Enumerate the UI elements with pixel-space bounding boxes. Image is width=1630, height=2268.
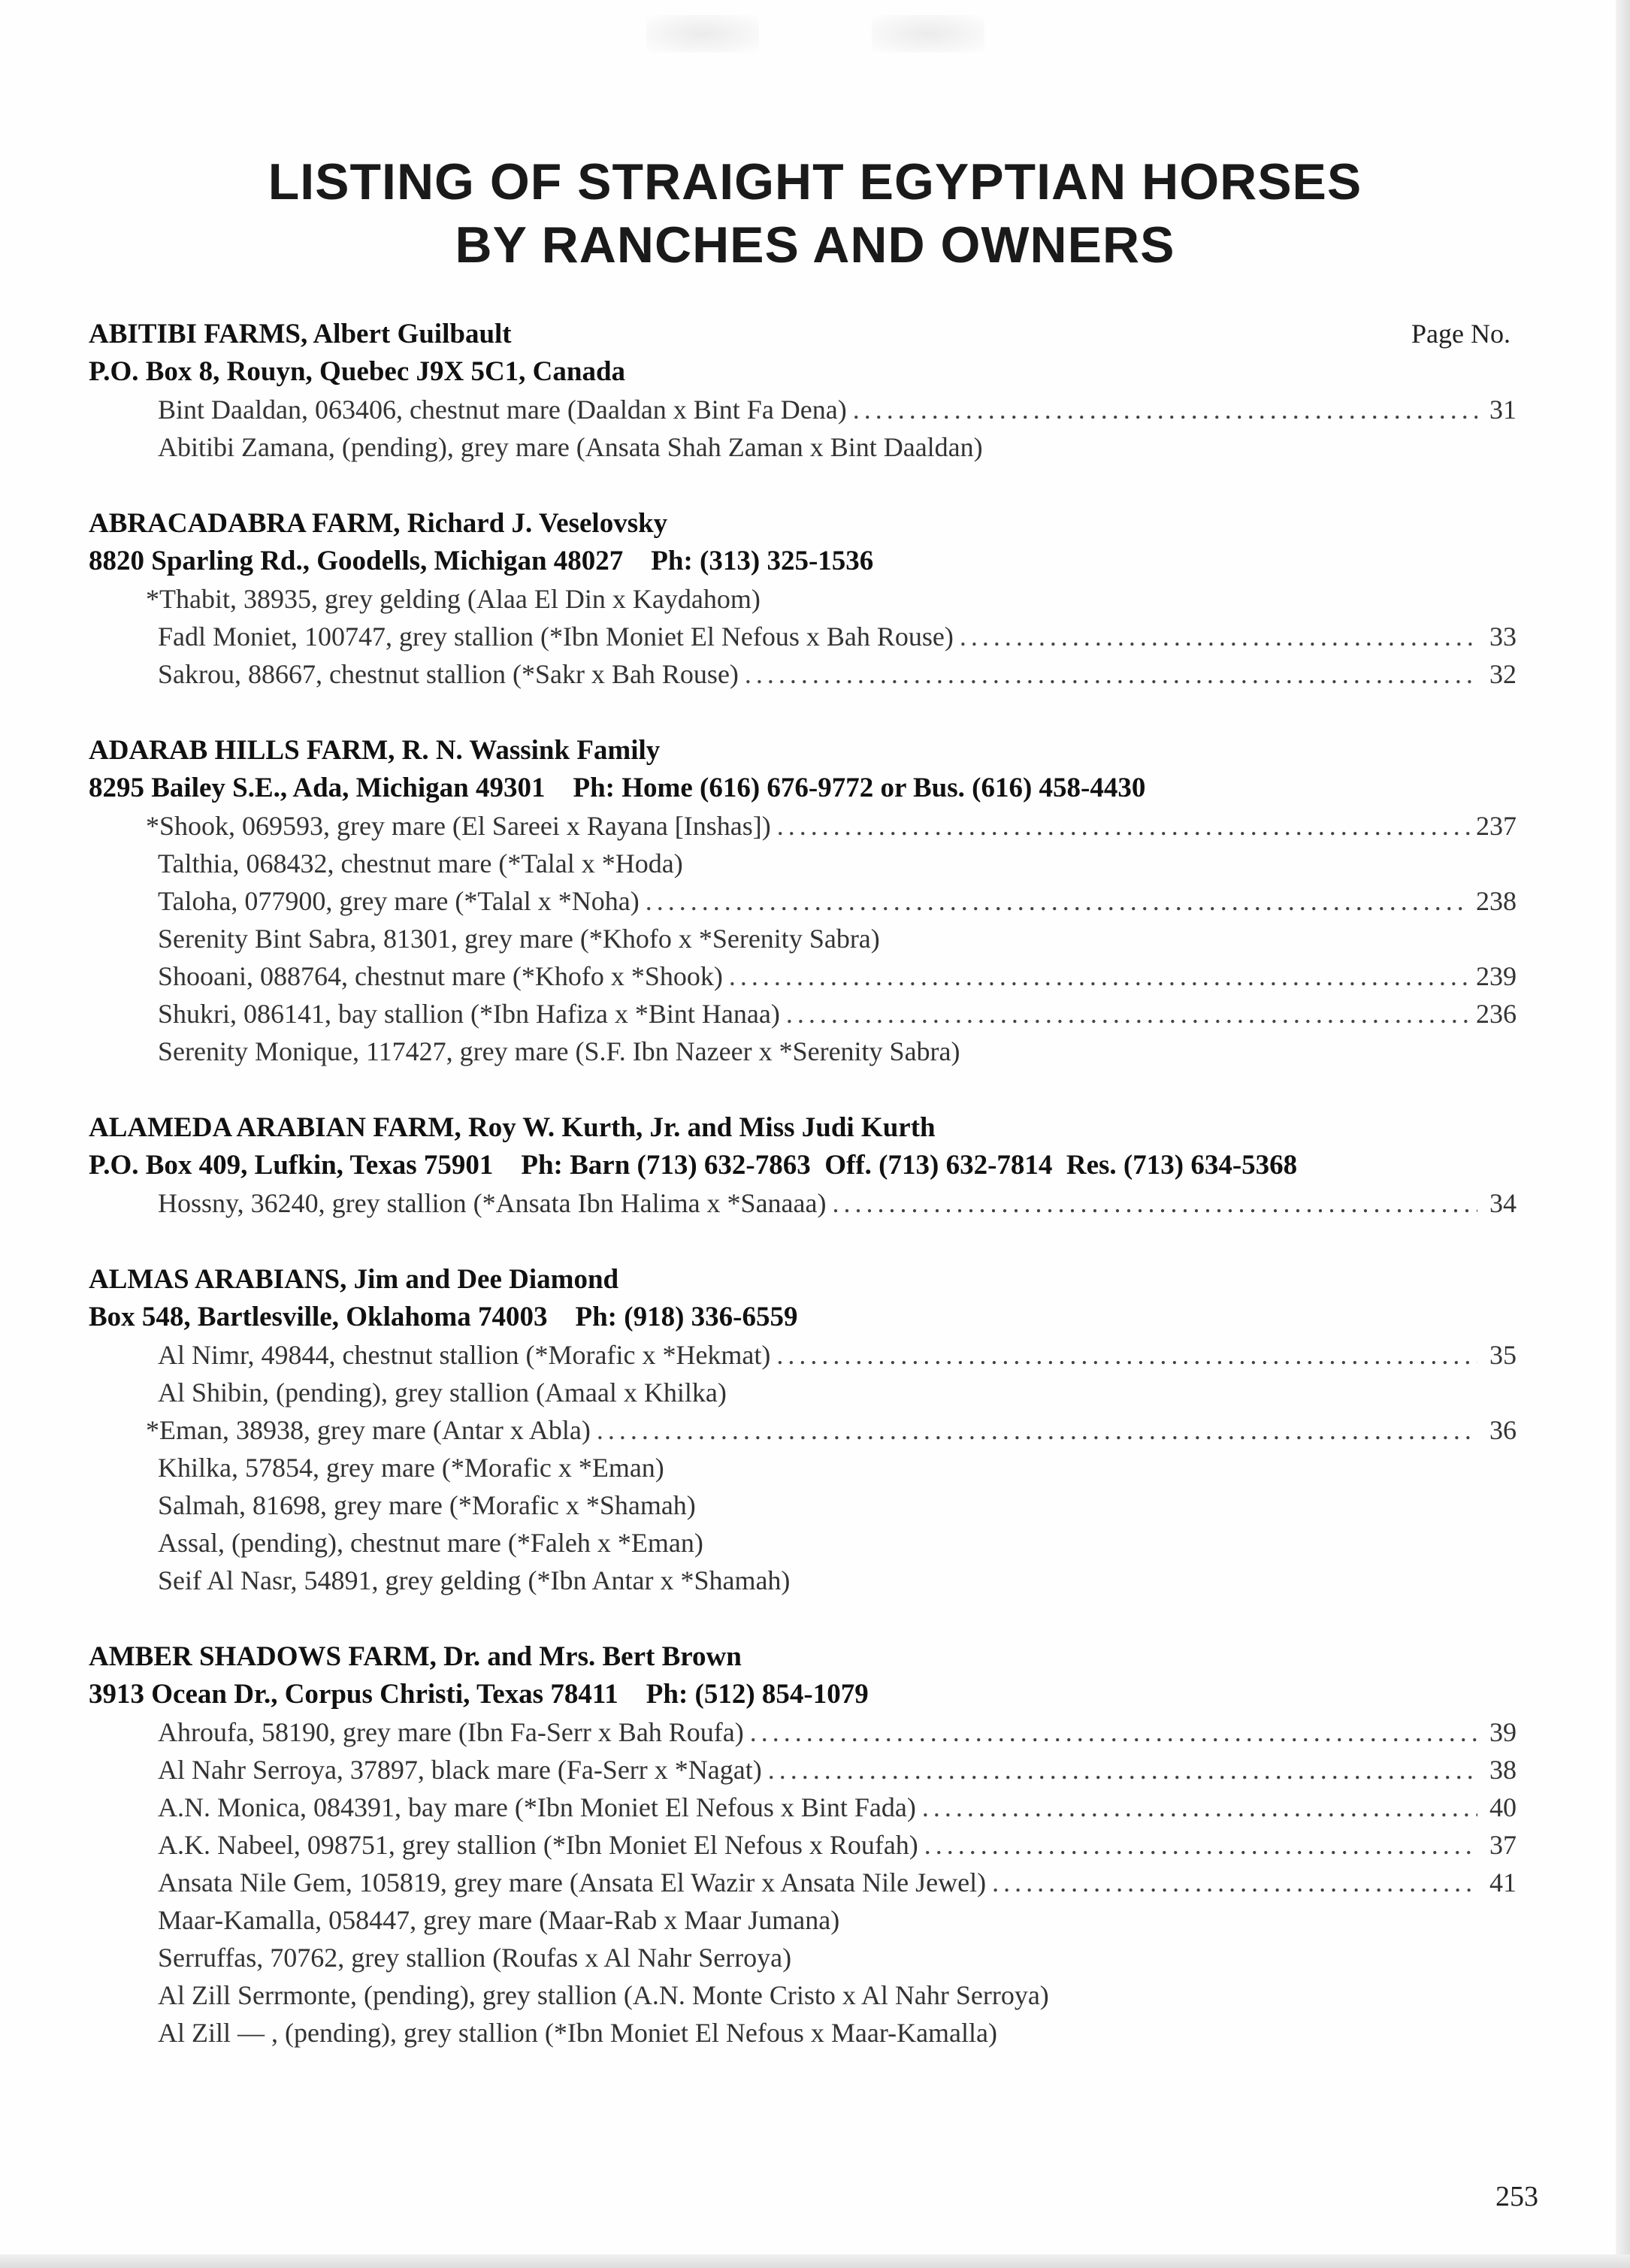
title-line-1: LISTING OF STRAIGHT EGYPTIAN HORSES: [268, 153, 1362, 210]
horse-page-number: 236: [1476, 999, 1517, 1029]
horse-description: Taloha, 077900, grey mare (*Talal x *Noha): [158, 886, 640, 916]
dot-leader: [786, 995, 1470, 1033]
dot-leader: [777, 807, 1470, 845]
horse-description: Salmah, 81698, grey mare (*Morafic x *Shamah): [158, 1490, 696, 1520]
scan-edge-bottom: [0, 2254, 1630, 2268]
horse-row: [89, 1751, 1517, 1789]
horse-row: [89, 1033, 1517, 1070]
ranch-entry: [89, 1109, 1517, 1222]
ranch-listing: [89, 316, 1517, 2091]
dot-leader: [960, 618, 1477, 655]
horse-description: Abitibi Zamana, (pending), grey mare (Ansata Shah Zaman x Bint Daaldan): [158, 432, 983, 462]
horse-row: [89, 618, 1517, 655]
horse-description: *Eman, 38938, grey mare (Antar x Abla): [146, 1415, 591, 1445]
horse-page-number: 32: [1489, 659, 1517, 689]
horse-description: Talthia, 068432, chestnut mare (*Talal x *Hoda): [158, 848, 683, 878]
horse-page-number: 238: [1476, 886, 1517, 916]
horse-page-number: 34: [1489, 1188, 1517, 1218]
horse-description: Al Nahr Serroya, 37897, black mare (Fa-Serr x *Nagat): [158, 1755, 762, 1785]
horse-row: [89, 920, 1517, 957]
horse-row: [89, 1826, 1517, 1864]
horse-description: Al Zill — , (pending), grey stallion (*Ibn Moniet El Nefous x Maar-Kamalla): [158, 2018, 998, 2048]
dot-leader: [776, 1336, 1477, 1374]
horse-description: A.K. Nabeel, 098751, grey stallion (*Ibn Moniet El Nefous x Roufah): [158, 1830, 918, 1860]
ranch-entry: [89, 1638, 1517, 2052]
dot-leader: [597, 1411, 1477, 1449]
ranch-name: AMBER SHADOWS FARM, Dr. and Mrs. Bert Brown: [89, 1641, 742, 1672]
ranch-address: P.O. Box 409, Lufkin, Texas 75901 Ph: Barn (713) 632-7863 Off. (713) 632-7814 Res. (713) 634-5368: [89, 1150, 1298, 1181]
horse-description: Ansata Nile Gem, 105819, grey mare (Ansata El Wazir x Ansata Nile Jewel): [158, 1867, 987, 1898]
horse-description: *Shook, 069593, grey mare (El Sareei x Rayana [Inshas]): [146, 811, 771, 841]
horse-row: [89, 1939, 1517, 1976]
horse-row: [89, 1374, 1517, 1411]
dot-leader: [924, 1826, 1477, 1864]
dot-leader: [729, 957, 1470, 995]
ranch-address: 8820 Sparling Rd., Goodells, Michigan 48027 Ph: (313) 325-1536: [89, 546, 874, 576]
horse-description: Khilka, 57854, grey mare (*Morafic x *Eman): [158, 1453, 664, 1483]
ranch-address: P.O. Box 8, Rouyn, Quebec J9X 5C1, Canada: [89, 356, 626, 387]
page-no-column-label: Page No.: [1411, 319, 1511, 349]
dot-leader: [992, 1864, 1477, 1901]
dot-leader: [768, 1751, 1477, 1789]
horse-row: [89, 957, 1517, 995]
horse-description: A.N. Monica, 084391, bay mare (*Ibn Moniet El Nefous x Bint Fada): [158, 1792, 916, 1822]
ranch-address: 3913 Ocean Dr., Corpus Christi, Texas 78411 Ph: (512) 854-1079: [89, 1679, 869, 1710]
horse-page-number: 37: [1489, 1830, 1517, 1860]
ranch-name: ABRACADABRA FARM, Richard J. Veselovsky: [89, 508, 668, 539]
horse-row: [89, 1411, 1517, 1449]
horse-description: Shukri, 086141, bay stallion (*Ibn Hafiza x *Bint Hanaa): [158, 999, 780, 1029]
ranch-name: ADARAB HILLS FARM, R. N. Wassink Family: [89, 735, 661, 766]
horse-description: Seif Al Nasr, 54891, grey gelding (*Ibn Antar x *Shamah): [158, 1565, 791, 1595]
horse-row: [89, 1713, 1517, 1751]
horse-description: Serenity Monique, 117427, grey mare (S.F. Ibn Nazeer x *Serenity Sabra): [158, 1036, 960, 1066]
horse-description: Sakrou, 88667, chestnut stallion (*Sakr x Bah Rouse): [158, 659, 739, 689]
horse-page-number: 33: [1489, 621, 1517, 652]
horse-row: [89, 1562, 1517, 1599]
horse-description: Bint Daaldan, 063406, chestnut mare (Daaldan x Bint Fa Dena): [158, 395, 847, 425]
dot-leader: [646, 882, 1470, 920]
ranch-name: ABITIBI FARMS, Albert Guilbault: [89, 319, 512, 349]
page-title: [0, 150, 1630, 277]
horse-description: Al Zill Serrmonte, (pending), grey stallion (A.N. Monte Cristo x Al Nahr Serroya): [158, 1980, 1049, 2010]
title-line-2: BY RANCHES AND OWNERS: [455, 216, 1175, 274]
horse-row: [89, 428, 1517, 466]
horse-row: [89, 1449, 1517, 1486]
horse-row: [89, 2014, 1517, 2052]
horse-description: Serruffas, 70762, grey stallion (Roufas x Al Nahr Serroya): [158, 1943, 792, 1973]
horse-row: [89, 995, 1517, 1033]
horse-row: [89, 1336, 1517, 1374]
ranch-entry: [89, 1261, 1517, 1599]
horse-description: Fadl Moniet, 100747, grey stallion (*Ibn Moniet El Nefous x Bah Rouse): [158, 621, 954, 652]
horse-page-number: 40: [1489, 1792, 1517, 1822]
horse-row: [89, 580, 1517, 618]
horse-page-number: 41: [1489, 1867, 1517, 1898]
horse-description: Shooani, 088764, chestnut mare (*Khofo x *Shook): [158, 961, 723, 991]
horse-row: [89, 655, 1517, 693]
ranch-name: ALAMEDA ARABIAN FARM, Roy W. Kurth, Jr. and Miss Judi Kurth: [89, 1112, 936, 1143]
horse-page-number: 237: [1476, 811, 1517, 841]
horse-row: [89, 391, 1517, 428]
horse-description: Hossny, 36240, grey stallion (*Ansata Ibn Halima x *Sanaaa): [158, 1188, 827, 1218]
scan-smudge: [872, 15, 984, 53]
horse-row: [89, 807, 1517, 845]
horse-description: Assal, (pending), chestnut mare (*Faleh x *Eman): [158, 1528, 703, 1558]
horse-row: [89, 882, 1517, 920]
horse-page-number: 35: [1489, 1340, 1517, 1370]
horse-page-number: 36: [1489, 1415, 1517, 1445]
ranch-name: ALMAS ARABIANS, Jim and Dee Diamond: [89, 1264, 619, 1295]
horse-row: [89, 1976, 1517, 2014]
page-number: 253: [1495, 2181, 1538, 2212]
horse-page-number: 39: [1489, 1717, 1517, 1747]
horse-row: [89, 1864, 1517, 1901]
horse-row: [89, 1486, 1517, 1524]
dot-leader: [853, 391, 1477, 428]
dot-leader: [745, 655, 1477, 693]
horse-row: [89, 1524, 1517, 1562]
horse-description: Ahroufa, 58190, grey mare (Ibn Fa-Serr x Bah Roufa): [158, 1717, 744, 1747]
horse-description: *Thabit, 38935, grey gelding (Alaa El Din x Kaydahom): [146, 584, 761, 614]
horse-page-number: 38: [1489, 1755, 1517, 1785]
horse-row: [89, 1184, 1517, 1222]
ranch-entry: [89, 505, 1517, 693]
horse-description: Serenity Bint Sabra, 81301, grey mare (*Khofo x *Serenity Sabra): [158, 924, 880, 954]
scan-edge-right: [1616, 0, 1630, 2268]
dot-leader: [922, 1789, 1477, 1826]
horse-row: [89, 1789, 1517, 1826]
ranch-address: 8295 Bailey S.E., Ada, Michigan 49301 Ph: Home (616) 676-9772 or Bus. (616) 458-4430: [89, 773, 1146, 803]
horse-description: Al Shibin, (pending), grey stallion (Amaal x Khilka): [158, 1377, 727, 1408]
horse-row: [89, 1901, 1517, 1939]
ranch-address: Box 548, Bartlesville, Oklahoma 74003 Ph: (918) 336-6559: [89, 1302, 798, 1332]
ranch-entry: [89, 732, 1517, 1070]
horse-description: Maar-Kamalla, 058447, grey mare (Maar-Rab x Maar Jumana): [158, 1905, 840, 1935]
horse-description: Al Nimr, 49844, chestnut stallion (*Morafic x *Hekmat): [158, 1340, 771, 1370]
horse-row: [89, 845, 1517, 882]
horse-page-number: 239: [1476, 961, 1517, 991]
dot-leader: [832, 1184, 1477, 1222]
scan-smudge: [646, 15, 759, 53]
horse-page-number: 31: [1489, 395, 1517, 425]
dot-leader: [750, 1713, 1477, 1751]
ranch-entry: [89, 316, 1517, 466]
